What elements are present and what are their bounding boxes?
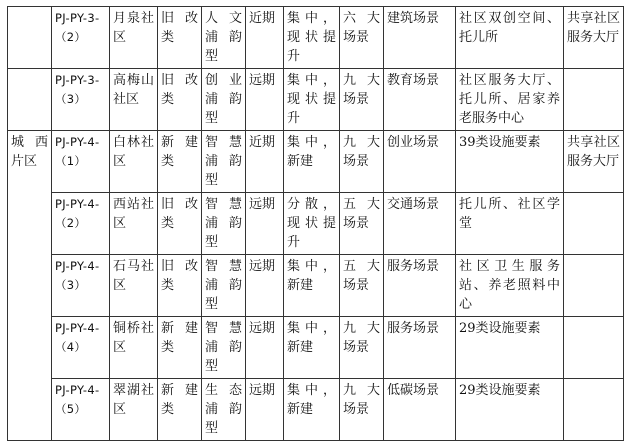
scene-cell: 建筑场景	[384, 7, 456, 69]
area-cell-empty	[8, 7, 52, 69]
scale-cell: 五大场景	[340, 193, 384, 255]
community-cell: 月泉社区	[110, 7, 158, 69]
facilities-cell: 29类设施要素	[456, 379, 564, 441]
facilities-cell: 社区双创空间、托儿所	[456, 7, 564, 69]
plan-code-cell: PJ-PY-4-（4）	[52, 317, 110, 379]
term-cell: 近期	[246, 7, 284, 69]
scale-cell: 五大场景	[340, 255, 384, 317]
planning-table	[7, 6, 624, 441]
table-row	[8, 379, 624, 441]
style-type-cell: 人文浦韵型	[202, 7, 246, 69]
scene-cell: 低碳场景	[384, 379, 456, 441]
community-cell: 石马社区	[110, 255, 158, 317]
style-type-cell: 智慧浦韵型	[202, 131, 246, 193]
style-type-cell: 生态浦韵型	[202, 379, 246, 441]
plan-code-cell: PJ-PY-3-（3）	[52, 69, 110, 131]
plan-code-cell: PJ-PY-4-（1）	[52, 131, 110, 193]
style-type-cell: 智慧浦韵型	[202, 317, 246, 379]
community-cell: 铜桥社区	[110, 317, 158, 379]
layout-cell: 分散，现状提升	[284, 193, 340, 255]
renovation-type-cell: 新建类	[158, 131, 202, 193]
renovation-type-cell: 新建类	[158, 379, 202, 441]
facilities-cell: 39类设施要素	[456, 131, 564, 193]
table-row	[8, 193, 624, 255]
facilities-cell: 29类设施要素	[456, 317, 564, 379]
layout-cell: 集中，现状提升	[284, 69, 340, 131]
facilities-cell: 托儿所、社区学堂	[456, 193, 564, 255]
layout-cell: 集中，新建	[284, 131, 340, 193]
shared-cell: 共享社区服务大厅	[564, 131, 624, 193]
scene-cell: 交通场景	[384, 193, 456, 255]
renovation-type-cell: 旧改类	[158, 7, 202, 69]
plan-code-cell: PJ-PY-4-（5）	[52, 379, 110, 441]
plan-code-cell: PJ-PY-4-（3）	[52, 255, 110, 317]
table-row	[8, 317, 624, 379]
community-cell: 西站社区	[110, 193, 158, 255]
style-type-cell: 创业浦韵型	[202, 69, 246, 131]
facilities-cell: 社区卫生服务站、养老照料中心	[456, 255, 564, 317]
plan-code-cell: PJ-PY-4-（2）	[52, 193, 110, 255]
renovation-type-cell: 旧改类	[158, 69, 202, 131]
scale-cell: 九大场景	[340, 317, 384, 379]
layout-cell: 集中，新建	[284, 317, 340, 379]
renovation-type-cell: 新建类	[158, 317, 202, 379]
scale-cell: 六大场景	[340, 7, 384, 69]
renovation-type-cell: 旧改类	[158, 255, 202, 317]
scene-cell: 教育场景	[384, 69, 456, 131]
scale-cell: 九大场景	[340, 379, 384, 441]
facilities-cell: 社区服务大厅、托儿所、居家养老服务中心	[456, 69, 564, 131]
community-cell: 翠湖社区	[110, 379, 158, 441]
scale-cell: 九大场景	[340, 131, 384, 193]
scale-cell: 九大场景	[340, 69, 384, 131]
shared-cell	[564, 193, 624, 255]
style-type-cell: 智慧浦韵型	[202, 193, 246, 255]
scene-cell: 服务场景	[384, 255, 456, 317]
shared-cell	[564, 255, 624, 317]
term-cell: 远期	[246, 255, 284, 317]
table-row	[8, 69, 624, 131]
term-cell: 远期	[246, 379, 284, 441]
layout-cell: 集中，新建	[284, 255, 340, 317]
shared-cell: 共享社区服务大厅	[564, 7, 624, 69]
style-type-cell: 智慧浦韵型	[202, 255, 246, 317]
plan-code-cell: PJ-PY-3-（2）	[52, 7, 110, 69]
term-cell: 远期	[246, 193, 284, 255]
shared-cell	[564, 379, 624, 441]
area-label-cell: 城西片区	[8, 131, 52, 441]
area-cell-empty	[8, 69, 52, 131]
scene-cell: 创业场景	[384, 131, 456, 193]
layout-cell: 集中，现状提升	[284, 7, 340, 69]
community-cell: 高梅山社区	[110, 69, 158, 131]
scene-cell: 服务场景	[384, 317, 456, 379]
shared-cell	[564, 317, 624, 379]
layout-cell: 集中，新建	[284, 379, 340, 441]
term-cell: 远期	[246, 69, 284, 131]
community-cell: 白林社区	[110, 131, 158, 193]
table-row	[8, 7, 624, 69]
table-row	[8, 131, 624, 193]
renovation-type-cell: 旧改类	[158, 193, 202, 255]
term-cell: 远期	[246, 317, 284, 379]
shared-cell	[564, 69, 624, 131]
table-row	[8, 255, 624, 317]
term-cell: 近期	[246, 131, 284, 193]
